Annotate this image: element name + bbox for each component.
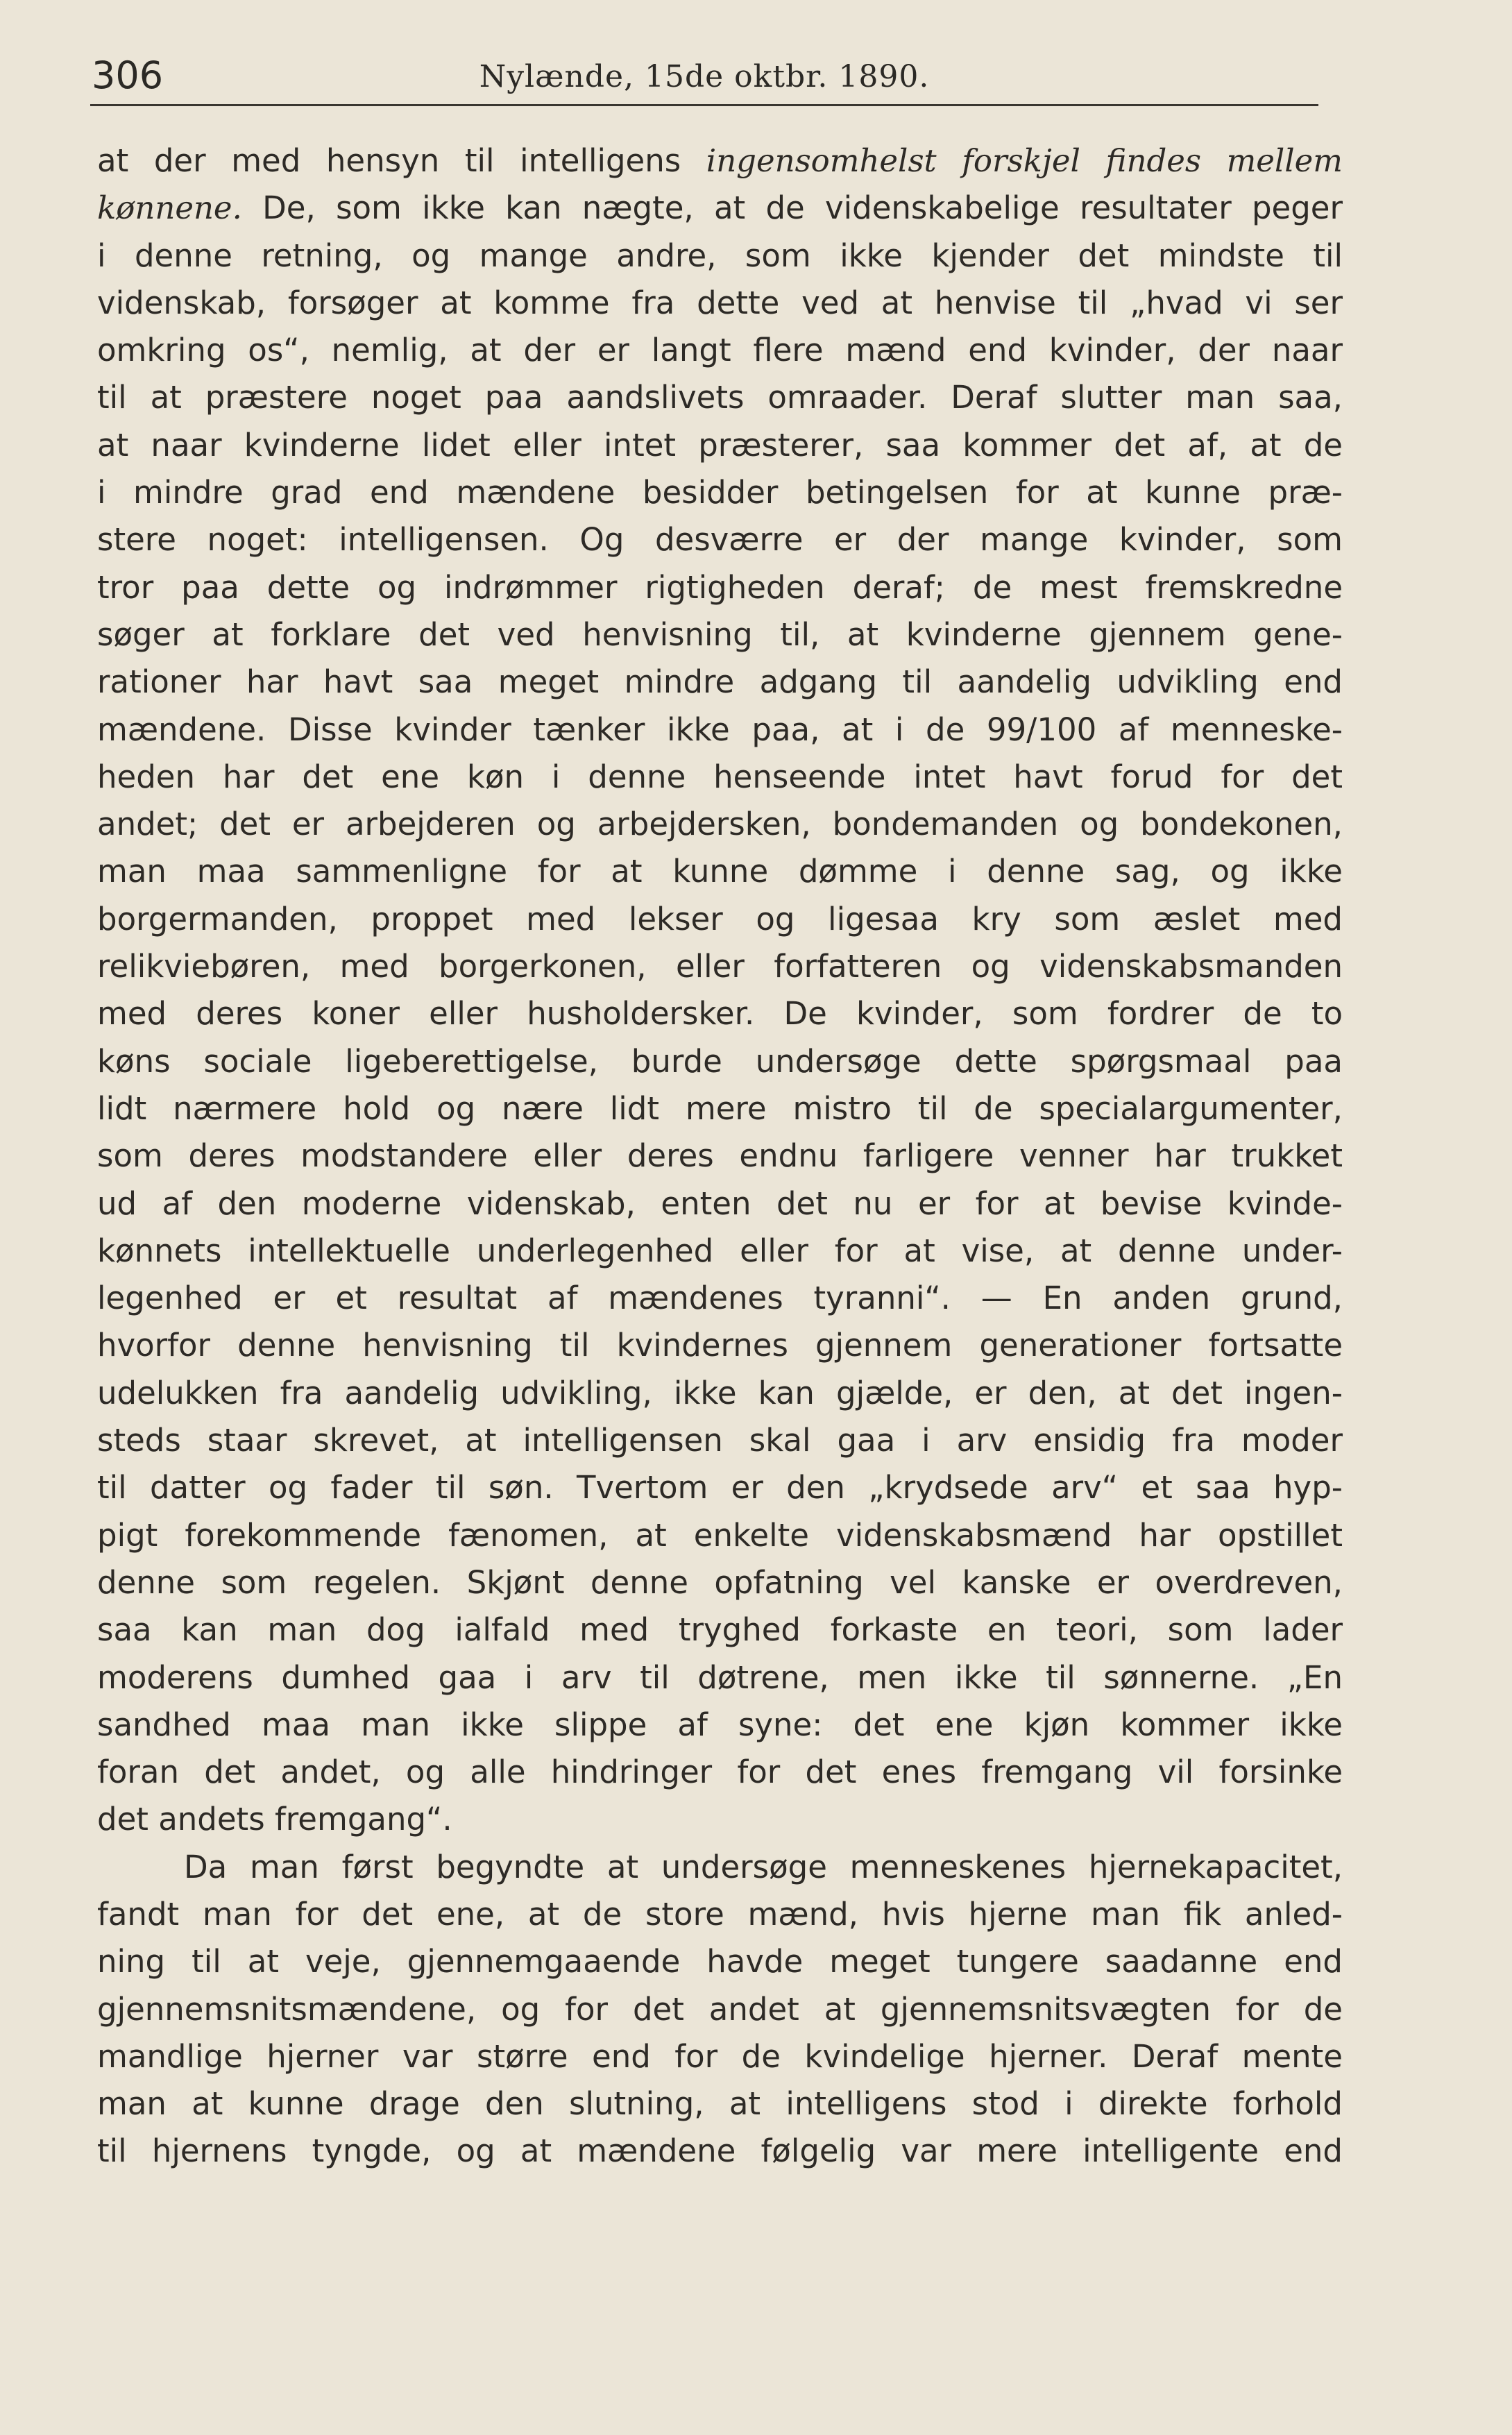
text-line: moderens dumhed gaa i arv til døtrene, men ikke til sønnerne. „En bbox=[97, 1658, 1343, 1696]
text-line: borgermanden, proppet med lekser og ligesaa kry som æslet med bbox=[97, 900, 1343, 937]
text-line: andet; det er arbejderen og arbejdersken, bondemanden og bondekonen, bbox=[97, 806, 1343, 843]
text-line: mandlige hjerner var større end for de kvindelige hjerner. Deraf mente bbox=[97, 2037, 1343, 2075]
text-line: ning til at veje, gjennemgaaende havde meget tungere saadanne end bbox=[97, 1943, 1343, 1980]
text-line: sandhed maa man ikke slippe af syne: det ene kjøn kommer ikke bbox=[97, 1706, 1343, 1743]
text-line: steds staar skrevet, at intelligensen skal gaa i arv ensidig fra moder bbox=[97, 1422, 1343, 1459]
text-line: foran det andet, og alle hindringer for det enes fremgang vil forsinke bbox=[97, 1754, 1343, 1791]
text-line: lidt nærmere hold og nære lidt mere mistro til de specialargumenter, bbox=[97, 1089, 1343, 1127]
text-line: søger at forklare det ved henvisning til, at kvinderne gjennem gene- bbox=[97, 616, 1343, 653]
italic-emphasis: ingensomhelst forskjel findes mellem bbox=[706, 142, 1343, 179]
text-line: stere noget: intelligensen. Og desværre er der mange kvinder, som bbox=[97, 521, 1343, 559]
text-segment: at der med hensyn til intelligens bbox=[97, 142, 706, 179]
running-head: Nylænde, 15de oktbr. 1890. bbox=[479, 59, 930, 94]
text-line: kønnets intellektuelle underlegenhed eller for at vise, at denne under- bbox=[97, 1232, 1343, 1269]
text-line: pigt forekommende fænomen, at enkelte videnskabsmænd har opstillet bbox=[97, 1516, 1343, 1554]
text-line: Da man først begyndte at undersøge menneskenes hjernekapacitet, bbox=[184, 1848, 1343, 1885]
text-line bbox=[97, 185, 1343, 232]
text-line: med deres koner eller husholdersker. De kvinder, som fordrer de to bbox=[97, 995, 1343, 1033]
text-line: køns sociale ligeberettigelse, burde undersøge dette spørgsmaal paa bbox=[97, 1042, 1343, 1080]
italic-emphasis: kønnene. bbox=[97, 189, 242, 227]
text-line: gjennemsnitsmændene, og for det andet at gjennemsnitsvægten for de bbox=[97, 1990, 1343, 2028]
text-line: udelukken fra aandelig udvikling, ikke kan gjælde, er den, at det ingen- bbox=[97, 1374, 1343, 1411]
text-line: denne som regelen. Skjønt denne opfatning vel kanske er overdreven, bbox=[97, 1563, 1343, 1601]
text-line: legenhed er et resultat af mændenes tyranni“. — En anden grund, bbox=[97, 1280, 1343, 1317]
text-line: fandt man for det ene, at de store mænd, hvis hjerne man fik anled- bbox=[97, 1895, 1343, 1933]
text-line: i mindre grad end mændene besidder betingelsen for at kunne præ- bbox=[97, 474, 1343, 511]
text-line: saa kan man dog ialfald med tryghed forkaste en teori, som lader bbox=[97, 1611, 1343, 1649]
text-line: at naar kvinderne lidet eller intet præsterer, saa kommer det af, at de bbox=[97, 426, 1343, 464]
text-line: i denne retning, og mange andre, som ikke kjender det mindste til bbox=[97, 237, 1343, 274]
text-line: til hjernens tyngde, og at mændene følgelig var mere intelligente end bbox=[97, 2132, 1343, 2170]
text-line: man at kunne drage den slutning, at intelligens stod i direkte forhold bbox=[97, 2085, 1343, 2123]
text-line: til datter og fader til søn. Tvertom er den „krydsede arv“ et saa hyp- bbox=[97, 1469, 1343, 1507]
text-line: mændene. Disse kvinder tænker ikke paa, at i de 99/100 af menneske- bbox=[97, 711, 1343, 748]
body-text bbox=[97, 137, 1343, 2175]
text-line: man maa sammenligne for at kunne dømme i denne sag, og ikke bbox=[97, 853, 1343, 890]
text-line: heden har det ene køn i denne henseende intet havt forud for det bbox=[97, 758, 1343, 795]
page-header bbox=[90, 49, 1318, 106]
text-line: det andets fremgang“. bbox=[97, 1801, 452, 1838]
text-line: videnskab, forsøger at komme fra dette ved at henvise til „hvad vi ser bbox=[97, 284, 1343, 321]
text-line bbox=[97, 137, 1343, 185]
text-line: relikviebøren, med borgerkonen, eller forfatteren og videnskabsmanden bbox=[97, 948, 1343, 985]
text-line: omkring os“, nemlig, at der er langt flere mænd end kvinder, der naar bbox=[97, 332, 1343, 369]
text-line: rationer har havt saa meget mindre adgang til aandelig udvikling end bbox=[97, 663, 1343, 701]
text-line: tror paa dette og indrømmer rigtigheden deraf; de mest fremskredne bbox=[97, 568, 1343, 606]
page-number: 306 bbox=[92, 53, 164, 97]
text-line: ud af den moderne videnskab, enten det nu er for at bevise kvinde- bbox=[97, 1185, 1343, 1222]
text-line: hvorfor denne henvisning til kvindernes gjennem generationer fortsatte bbox=[97, 1327, 1343, 1364]
text-line: som deres modstandere eller deres endnu farligere venner har trukket bbox=[97, 1137, 1343, 1175]
text-line: til at præstere noget paa aandslivets omraader. Deraf slutter man saa, bbox=[97, 379, 1343, 416]
text-segment: De, som ikke kan nægte, at de videnskabelige resultater peger bbox=[241, 189, 1343, 227]
